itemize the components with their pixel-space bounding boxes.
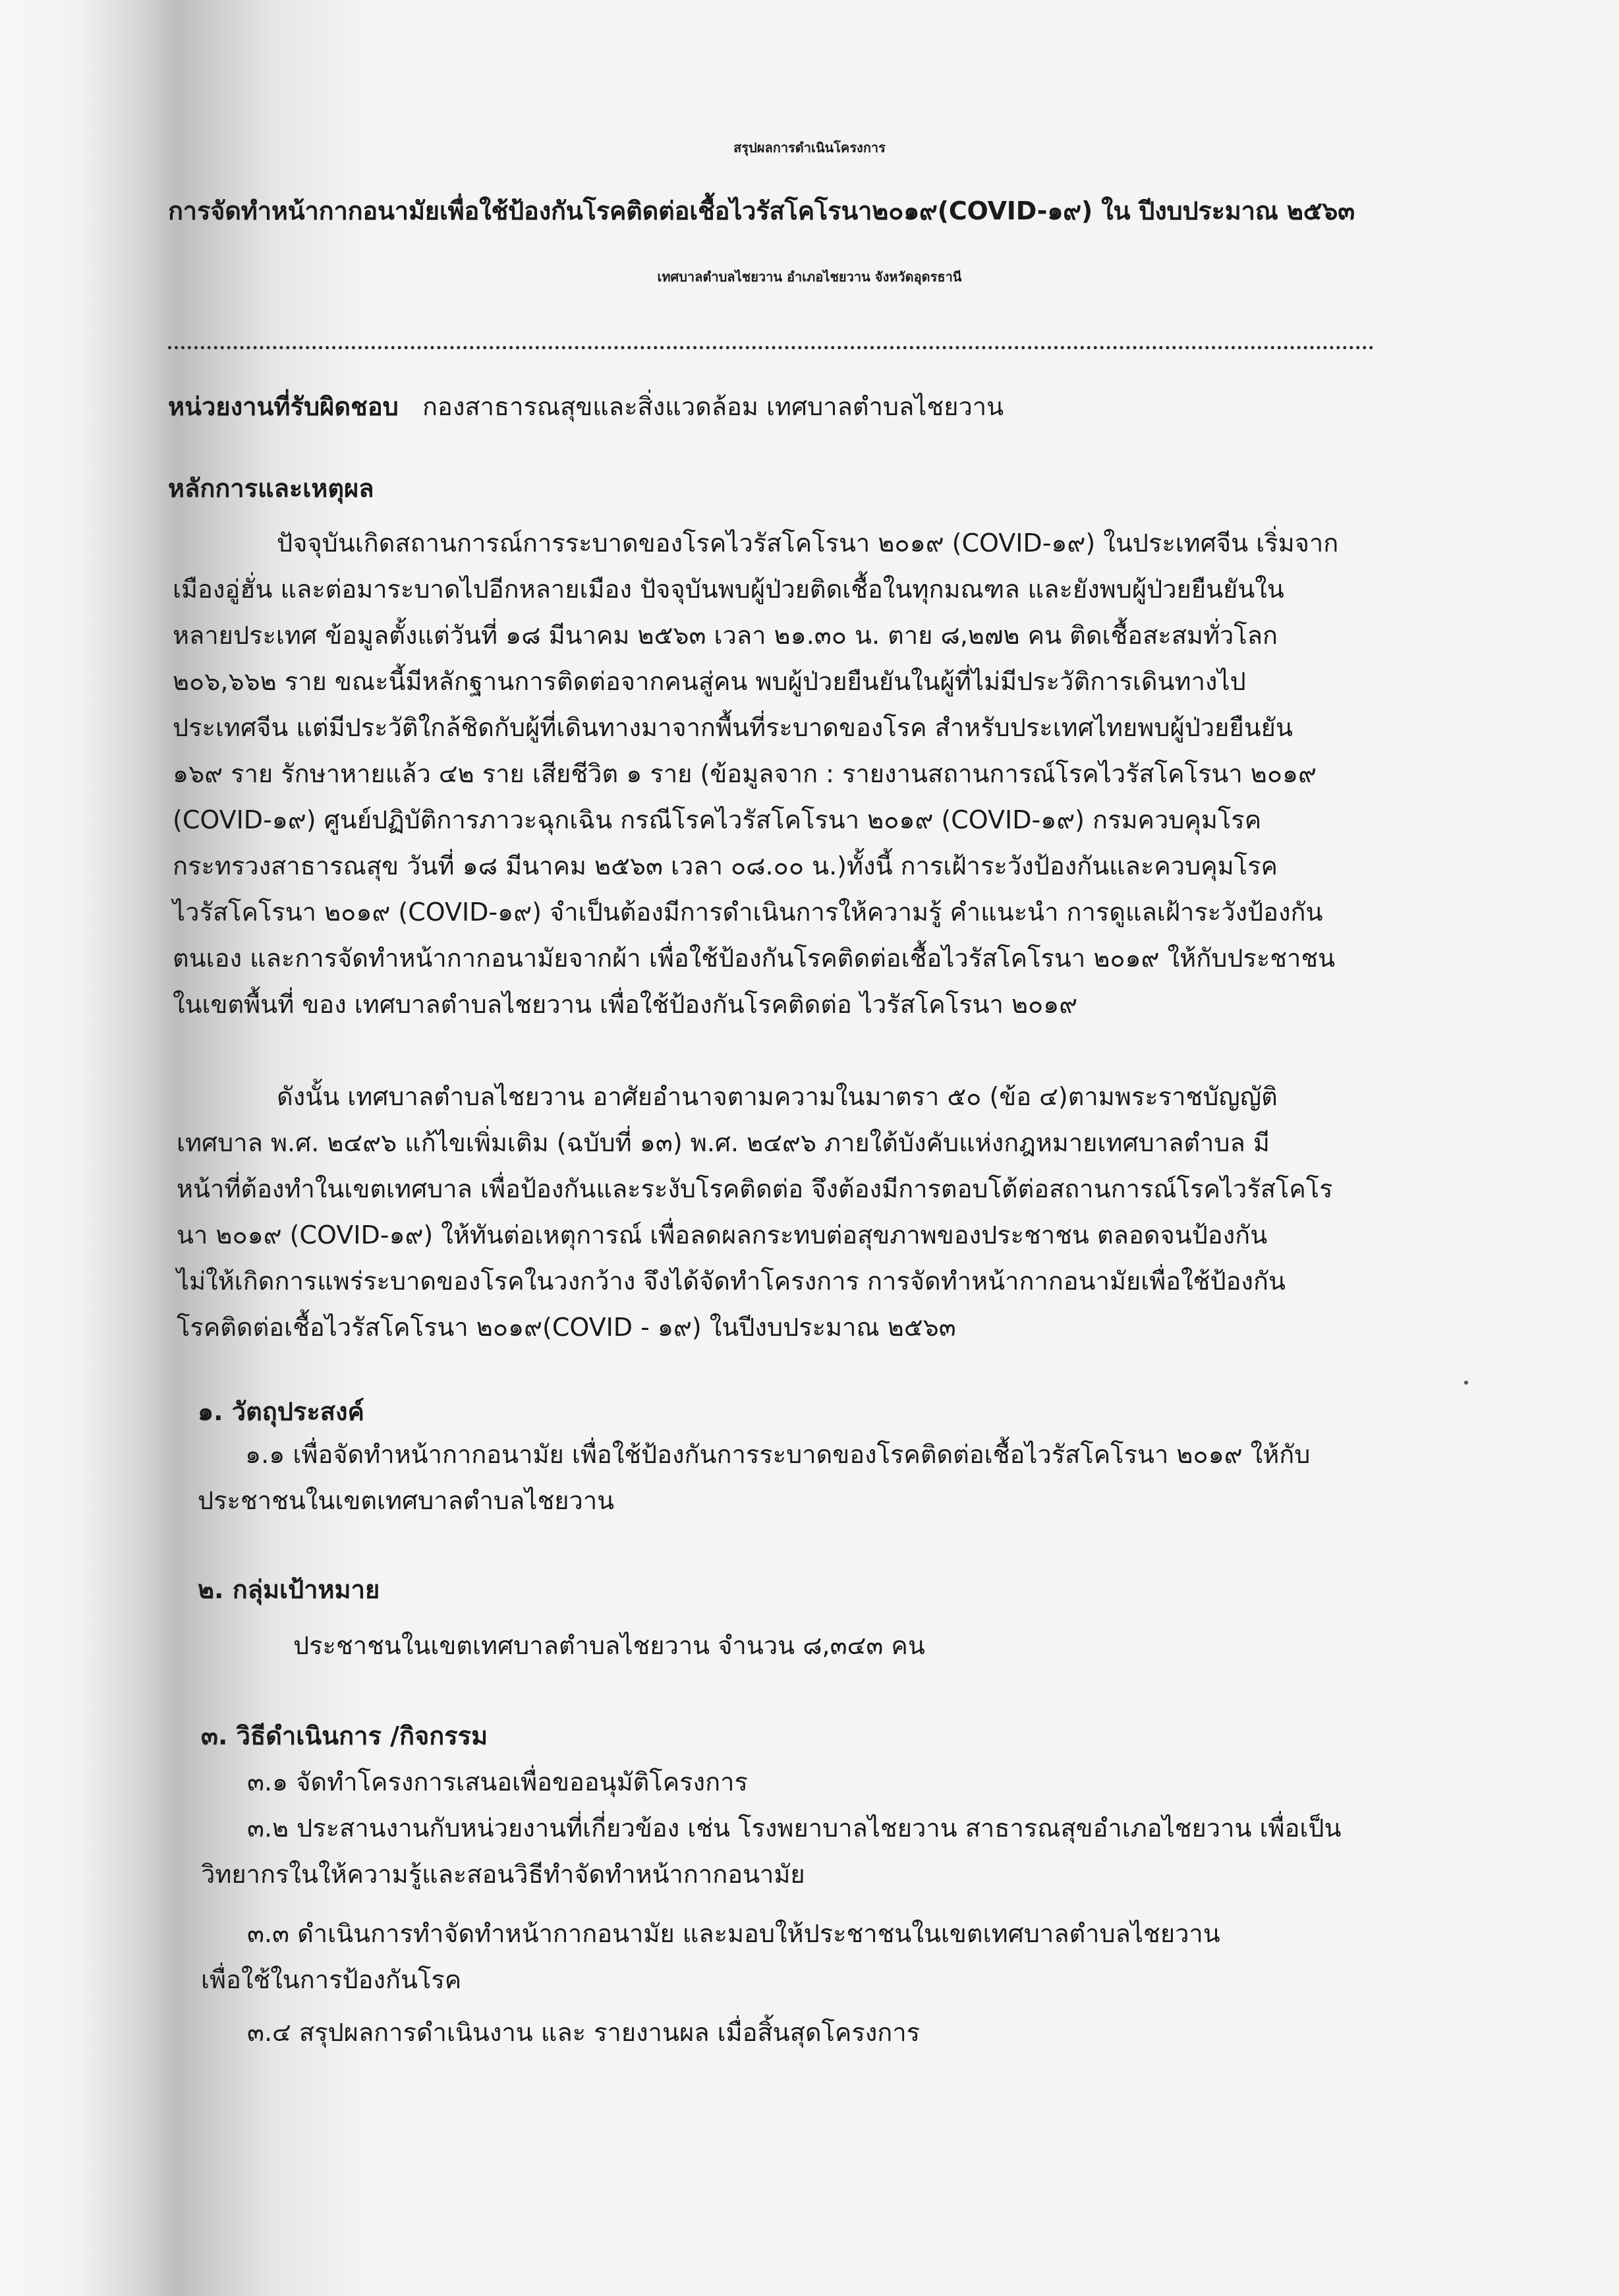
objective-item-line2: ประชาชนในเขตเทศบาลตำบลไชยวาน bbox=[198, 1486, 615, 1515]
method-item-3-line2: เพื่อใช้ในการป้องกันโรค bbox=[201, 1965, 462, 1994]
rationale-p2-line: หน้าที่ต้องทำในเขตเทศบาล เพื่อป้องกันและระงับโรคติดต่อ จึงต้องมีการตอบโต้ต่อสถานการณ์โรคไวรัสโคโร bbox=[177, 1174, 1333, 1203]
method-item-3-line1: ๓.๓ ดำเนินการทำจัดทำหน้ากากอนามัย และมอบให้ประชาชนในเขตเทศบาลตำบลไชยวาน bbox=[247, 1919, 1220, 1948]
rationale-heading: หลักการและเหตุผล bbox=[168, 474, 374, 503]
rationale-p2-line: เทศบาล พ.ศ. ๒๔๙๖ แก้ไขเพิ่มเติม (ฉบับที่ ๑๓) พ.ศ. ๒๔๙๖ ภายใต้บังคับแห่งกฎหมายเทศบาลตำบล มี bbox=[177, 1128, 1270, 1157]
rationale-p2-line: ไม่ให้เกิดการแพร่ระบาดของโรคในวงกว้าง จึงได้จัดทำโครงการ การจัดทำหน้ากากอนามัยเพื่อใช้ป้องกัน bbox=[177, 1267, 1286, 1296]
rationale-p1-line: ไวรัสโคโรนา ๒๐๑๙ (COVID-๑๙) จำเป็นต้องมีการดำเนินการให้ความรู้ คำแนะนำ การดูแลเฝ้าระวังป้องกัน bbox=[173, 898, 1323, 927]
responsible-label: หน่วยงานที่รับผิดชอบ bbox=[168, 392, 399, 421]
doc-title-line3: เทศบาลตำบลไชยวาน อำเภอไชยวาน จังหวัดอุดรธานี bbox=[657, 269, 962, 285]
rationale-p1-line: ปัจจุบันเกิดสถานการณ์การระบาดของโรคไวรัสโคโรนา ๒๐๑๙ (COVID-๑๙) ในประเทศจีน เริ่มจาก bbox=[277, 529, 1339, 558]
rationale-p1-line: ประเทศจีน แต่มีประวัติใกล้ชิดกับผู้ที่เดินทางมาจากพื้นที่ระบาดของโรค สำหรับประเทศไทยพบผู้ป่วยยืนยัน bbox=[173, 713, 1293, 742]
rationale-p1-line: หลายประเทศ ข้อมูลตั้งแต่วันที่ ๑๘ มีนาคม ๒๕๖๓ เวลา ๒๑.๓๐ น. ตาย ๘,๒๗๒ คน ติดเชื้อสะสมทั่วโลก bbox=[173, 621, 1278, 650]
objective-item-line1: ๑.๑ เพื่อจัดทำหน้ากากอนามัย เพื่อใช้ป้องกันการระบาดของโรคติดต่อเชื้อไวรัสโคโรนา ๒๐๑๙ ให้กับ bbox=[245, 1440, 1311, 1469]
rationale-p1-line: กระทรวงสาธารณสุข วันที่ ๑๘ มีนาคม ๒๕๖๓ เวลา ๐๘.๐๐ น.)ทั้งนี้ การเฝ้าระวังป้องกันและควบคุมโรค bbox=[173, 851, 1278, 880]
rationale-p2-line: นา ๒๐๑๙ (COVID-๑๙) ให้ทันต่อเหตุการณ์ เพื่อลดผลกระทบต่อสุขภาพของประชาชน ตลอดจนป้องกัน bbox=[177, 1220, 1268, 1249]
rationale-p1-line: เมืองอู่ฮั่น และต่อมาระบาดไปอีกหลายเมือง ปัจจุบันพบผู้ป่วยติดเชื้อในทุกมณฑล และยังพบผู้ป่วยยืนยันใน bbox=[173, 575, 1284, 604]
rationale-p1-line: ในเขตพื้นที่ ของ เทศบาลตำบลไชยวาน เพื่อใช้ป้องกันโรคติดต่อ ไวรัสโคโรนา ๒๐๑๙ bbox=[173, 990, 1078, 1019]
doc-title-line1: สรุปผลการดำเนินโครงการ bbox=[733, 140, 886, 156]
target-heading: ๒. กลุ่มเป้าหมาย bbox=[198, 1575, 380, 1604]
method-item-2-line2: วิทยากรในให้ความรู้และสอนวิธีทำจัดทำหน้ากากอนามัย bbox=[201, 1860, 805, 1889]
rationale-p2-line: ดังนั้น เทศบาลตำบลไชยวาน อาศัยอำนาจตามความในมาตรา ๕๐ (ข้อ ๔)ตามพระราชบัญญัติ bbox=[277, 1082, 1278, 1111]
responsible-row bbox=[168, 391, 1004, 422]
rationale-p1-line: ๑๖๙ ราย รักษาหายแล้ว ๔๒ ราย เสียชีวิต ๑ ราย (ข้อมูลจาก : รายงานสถานการณ์โรคไวรัสโคโรนา ๒๐๑๙ bbox=[173, 759, 1317, 788]
rationale-p1-line: ตนเอง และการจัดทำหน้ากากอนามัยจากผ้า เพื่อใช้ป้องกันโรคติดต่อเชื้อไวรัสโคโรนา ๒๐๑๙ ให้กับประชาชน bbox=[173, 944, 1336, 973]
doc-title-line2: การจัดทำหน้ากากอนามัยเพื่อใช้ป้องกันโรคติดต่อเชื้อไวรัสโคโรนา๒๐๑๙(COVID-๑๙) ใน ปีงบประมาณ ๒๕๖๓ bbox=[168, 196, 1355, 225]
method-item-1: ๓.๑ จัดทำโครงการเสนอเพื่อขออนุมัติโครงการ bbox=[247, 1767, 748, 1796]
method-item-2-line1: ๓.๒ ประสานงานกับหน่วยงานที่เกี่ยวข้อง เช่น โรงพยาบาลไชยวาน สาธารณสุขอำเภอไชยวาน เพื่อเป็น bbox=[247, 1814, 1342, 1843]
objectives-heading: ๑. วัตถุประสงค์ bbox=[198, 1397, 364, 1426]
responsible-value: กองสาธารณสุขและสิ่งแวดล้อม เทศบาลตำบลไชยวาน bbox=[422, 392, 1004, 421]
target-text: ประชาชนในเขตเทศบาลตำบลไชยวาน จำนวน ๘,๓๔๓ คน bbox=[293, 1631, 925, 1660]
title-divider bbox=[168, 346, 1374, 349]
method-item-4: ๓.๔ สรุปผลการดำเนินงาน และ รายงานผล เมื่อสิ้นสุดโครงการ bbox=[247, 2018, 921, 2047]
scan-speck bbox=[1464, 1381, 1468, 1385]
rationale-p1-line: ๒๐๖,๖๖๒ ราย ขณะนี้มีหลักฐานการติดต่อจากคนสู่คน พบผู้ป่วยยืนยันในผู้ที่ไม่มีประวัติการเดินทางไป bbox=[173, 667, 1246, 696]
rationale-p1-line: (COVID-๑๙) ศูนย์ปฏิบัติการภาวะฉุกเฉิน กรณีโรคไวรัสโคโรนา ๒๐๑๙ (COVID-๑๙) กรมควบคุมโรค bbox=[173, 805, 1262, 834]
methods-heading: ๓. วิธีดำเนินการ /กิจกรรม bbox=[201, 1721, 488, 1750]
rationale-p2-line: โรคติดต่อเชื้อไวรัสโคโรนา ๒๐๑๙(COVID - ๑๙) ในปีงบประมาณ ๒๕๖๓ bbox=[177, 1313, 956, 1342]
